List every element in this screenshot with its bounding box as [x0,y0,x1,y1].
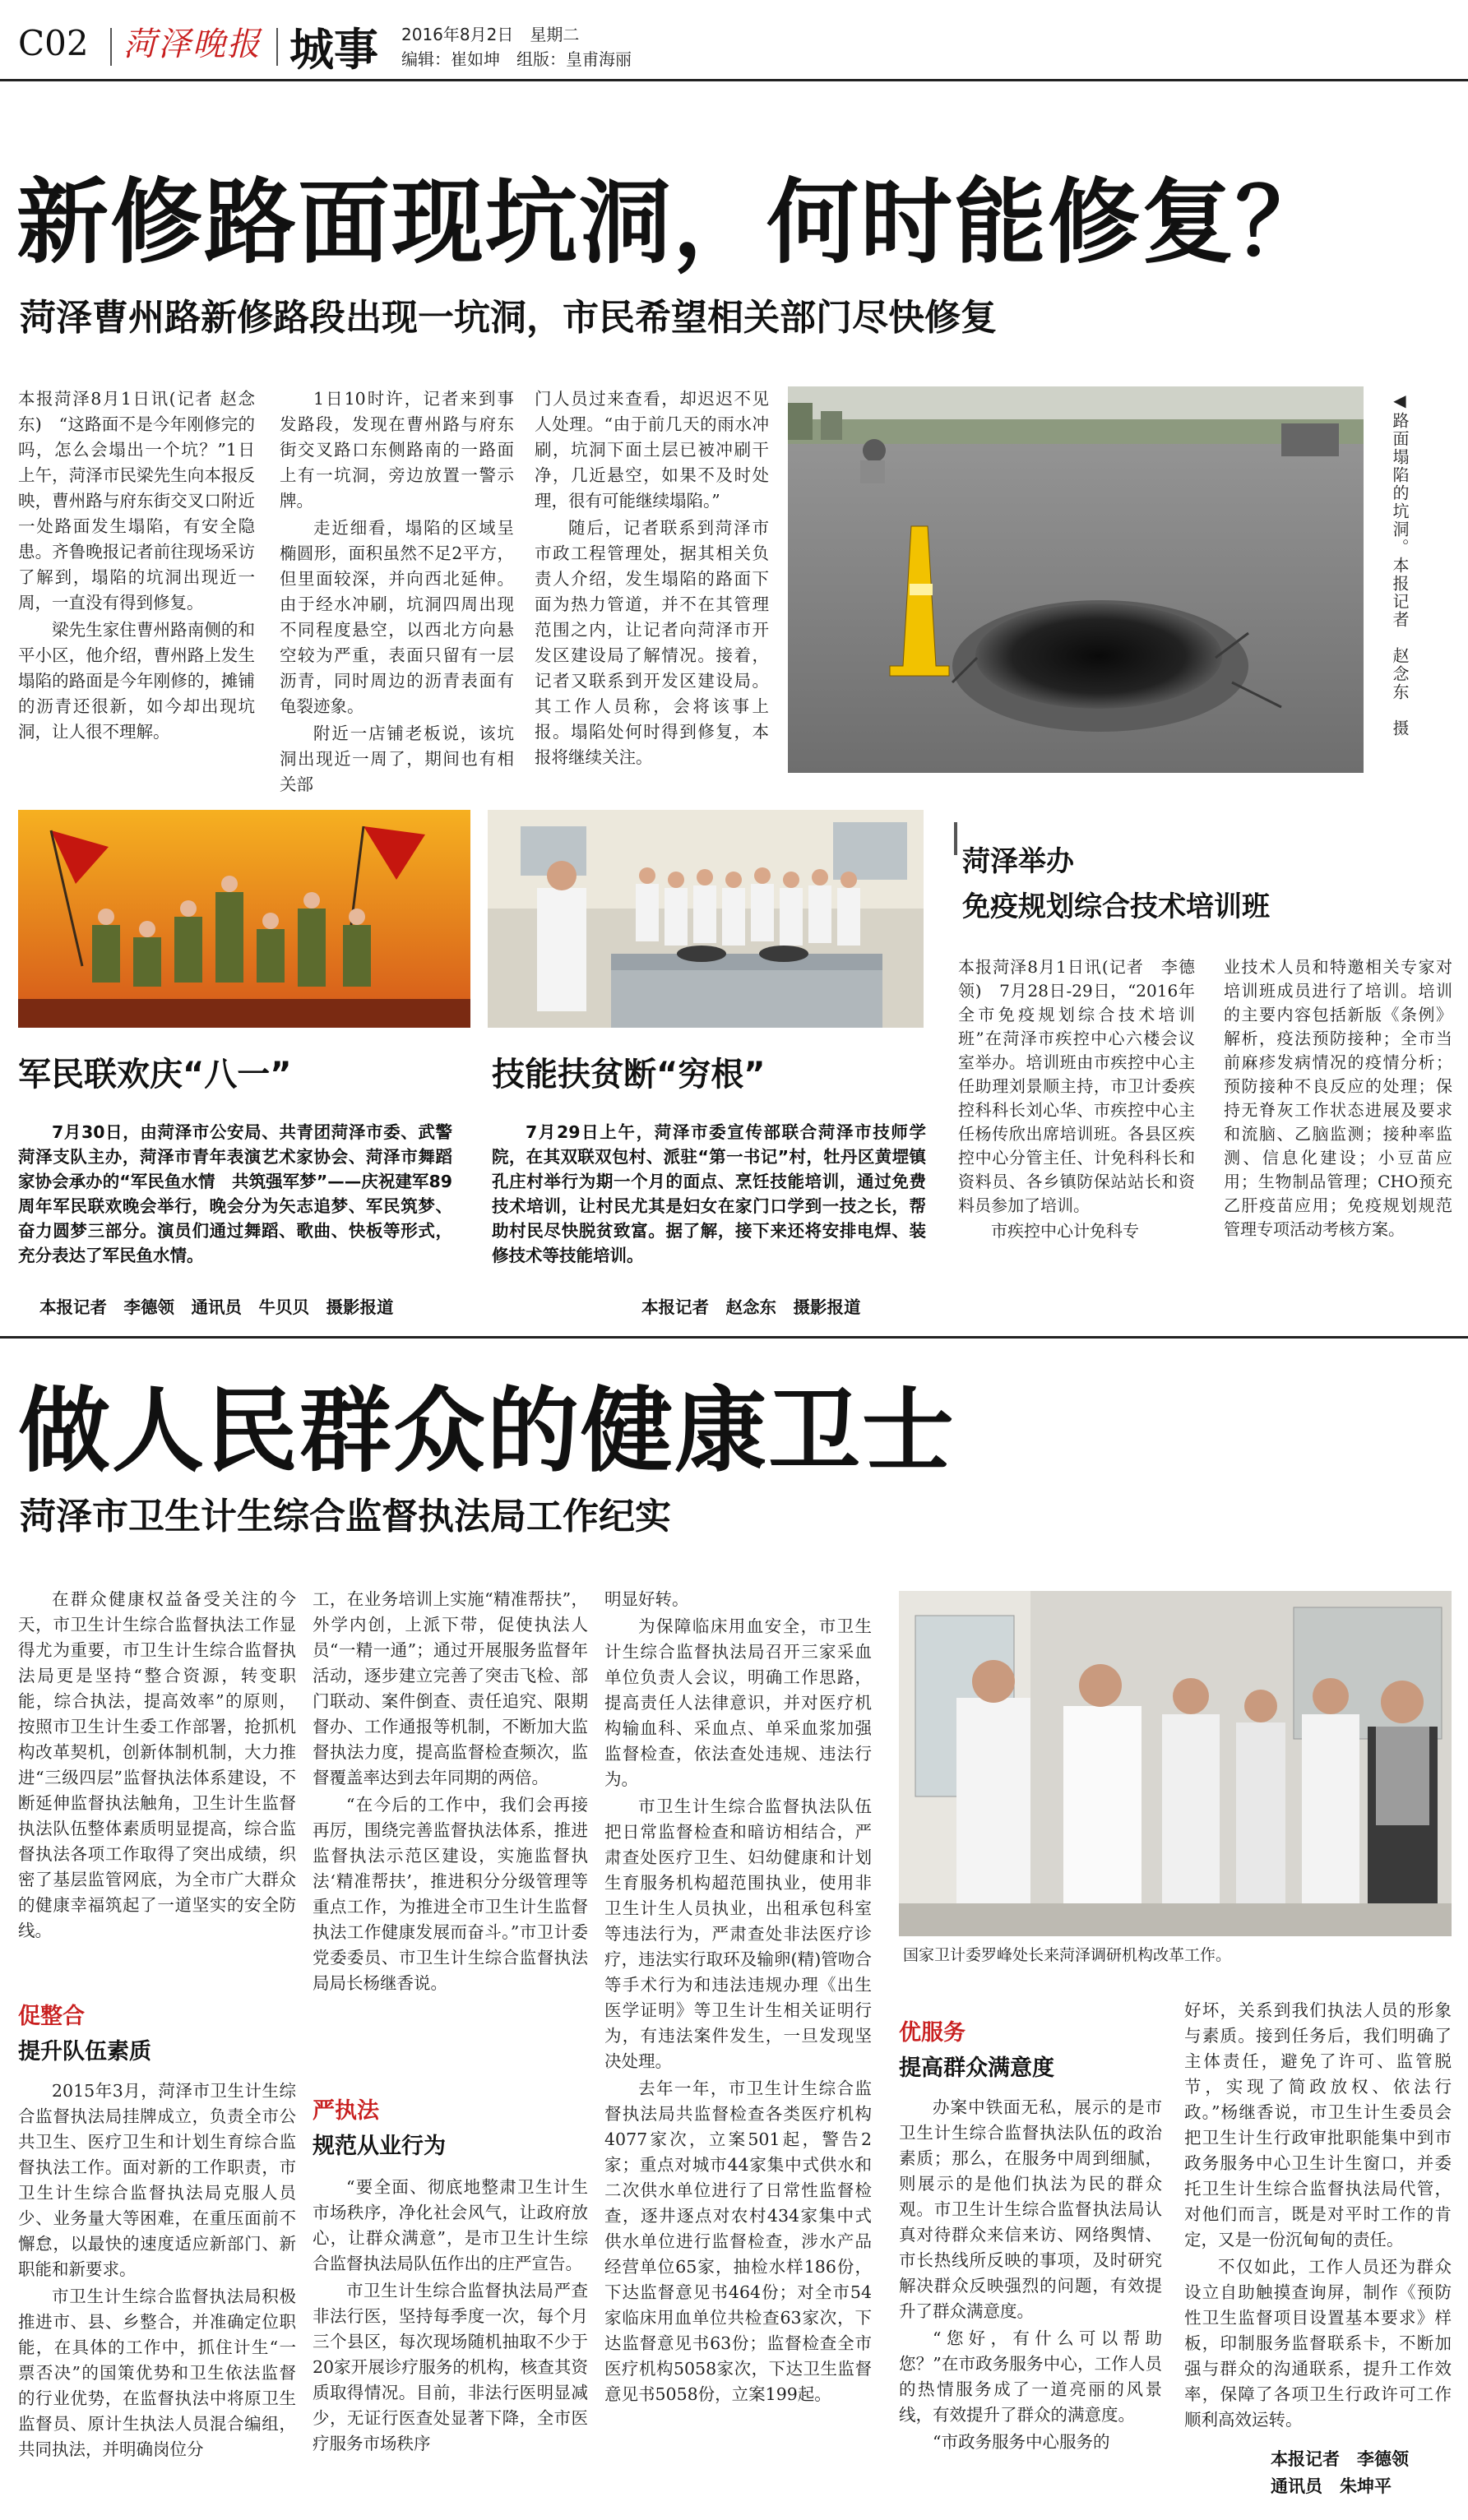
story5-para: “要全面、彻底地整肃卫生计生市场秩序，净化社会风气，让政府放心，让群众满意”，是市卫生计生综合监督执法局队伍作出的庄严宣告。 [313,2177,588,2273]
story5-para: 市卫生计生综合监督执法队伍把日常监督检查和暗访相结合，严肃查处医疗卫生、妇幼健康和计划生育服务机构超范围执业，使用非卫生计生人员执业，出租承包科室等违法行为，严肃查处非法医疗诊疗，违法实行取环及输卵(精)管吻合等手术行为和违法违规办理《出生医学证明》等卫生计生相关证明行为，有违法案件发生，一旦发现坚决处理。 [604,1796,872,2071]
story1-col2 [280,386,514,799]
story2-credit: 本报记者 李德领 通讯员 牛贝贝 摄影报道 [39,1297,394,1317]
story5-para: 在群众健康权益备受关注的今天，市卫生计生综合监督执法工作显得尤为重要，市卫生计生综合监督执法局更是坚持“整合资源，转变职能，综合执法，提高效率”的原则，按照市卫生计生委工作部署，抢抓机构改革契机，创新体制机制，大力推进“三级四层”监督执法体系建设，不断延伸监督执法触角，卫生计生监督执法队伍整体素质明显提高，综合监督执法各项工作取得了突出成绩，织密了基层监管网底，为全市广大群众的健康幸福筑起了一道坚实的安全防线。 [18,1589,296,1940]
story1-para: 本报菏泽8月1日讯(记者 赵念东) “这路面不是今年刚修完的吗，怎么会塌出一个坑？”1日上午，菏泽市民梁先生向本报反映，曹州路与府东街交叉口附近一处路面发生塌陷，有安全隐患。齐鲁晚报记者前往现场采访了解到，塌陷的坑洞出现近一周，一直没有得到修复。 [18,389,255,613]
pothole-photo [788,386,1364,773]
newspaper-name: 菏泽晚报 [123,25,262,63]
story5-para: 市卫生计生综合监督执法局积极推进市、县、乡整合，并准确定位职能，在具体的工作中，抓住计生“一票否决”的国策优势和卫生依法监督的行业优势，在监督执法中将原卫生监督员、原计生执法人员混合编组，共同执法，并明确岗位分 [18,2286,296,2459]
story4-title2: 免疫规划综合技术培训班 [962,890,1270,923]
story5-para: 2015年3月，菏泽市卫生计生综合监督执法局挂牌成立，负责全市公共卫生、医疗卫生和计划生育综合监督执法工作。面对新的工作职责，市卫生计生综合监督执法局克服人员少、业务量大等困难，在重压面前不懈怠，以最快的速度适应新部门、新职能和新要求。 [18,2081,296,2279]
story5-para: 办案中铁面无私，展示的是市卫生计生综合监督执法队伍的政治素质；那么，在服务中周到细腻，则展示的是他们执法为民的群众观。市卫生计生综合监督执法局认真对待群众来信来访、网络舆情、市长热线所反映的事项，及时研究解决群众反映强烈的问题，有效提升了群众满意度。 [899,2097,1162,2321]
story4-col2 [1224,955,1452,1243]
date-line: 2016年8月2日 星期二 [401,25,580,44]
story1-para: 1日10时许，记者来到事发路段，发现在曹州路与府东街交叉路口东侧路南的一路面上有一坑洞，旁边放置一警示牌。 [280,389,514,511]
story5-col4 [899,2095,1162,2457]
story1-para: 附近一店铺老板说，该坑洞出现近一周了，期间也有相关部 [280,724,514,794]
story1-col3 [535,386,769,772]
story5-para: 工，在业务培训上实施“精准帮扶”，外学内创，上派下带，促使执法人员“一精一通”；通过开展服务监督年活动，逐步建立完善了突击飞检、部门联动、案件倒查、责任追究、限期督办、工作通报等机制，不断加大监督执法力度，提高监督检查频次，监督覆盖率达到去年同期的两倍。 [313,1589,588,1787]
story5-credit2: 通讯员 朱坤平 [1271,2476,1392,2496]
story5-credit: 本报记者 李德领 [1271,2449,1409,2469]
sub2-black: 规范从业行为 [313,2134,446,2159]
story5-sub1 [18,1998,151,2065]
story5-sub3 [899,2014,1054,2082]
story4-para: 市疾控中心计免科专 [991,1221,1139,1241]
divider [276,28,278,66]
story5-para: 去年一年，市卫生计生综合监督执法局共监督检查各类医疗机构4077家次，立案501起，警告2家；重点对城市44家集中式供水和二次供水单位进行了日常性监督检查，逐井逐点对农村434家集中式供水单位进行监督检查，涉水产品经营单位65家，抽检水样186份，下达监督意见书464份；对全市54家临床用血单位共检查63家次，下达监督意见书63份；监督检查全市医疗机构5058家次，下达卫生监督意见书5058份，立案199起。 [604,2078,872,2404]
section-rule [0,1336,1468,1339]
story4-title1: 菏泽举办 [962,845,1074,878]
story4-para: 业技术人员和特邀相关专家对培训班成员进行了培训。培训的主要内容包括新版《条例》解析，疫法预防接种；全市当前麻疹发病情况的疫情分析；预防接种不良反应的处理；保持无脊灰工作状态进展及要求和流脑、乙脑监测；接种率监测、信息化建设；小豆苗应用；生物制品管理；CHO预充乙肝疫苗应用；免疫规划规范管理专项活动考核方案。 [1224,957,1452,1239]
story3-credit: 本报记者 赵念东 摄影报道 [641,1297,861,1317]
story5-subhead: 菏泽市卫生计生综合监督执法局工作纪实 [20,1496,671,1537]
story1-para: 门人员过来查看，却迟迟不见人处理。“由于前几天的雨水冲刷，坑洞下面土层已被冲刷干净，几近悬空，如果不及时处理，很有可能继续塌陷。” [535,389,769,511]
military-show-photo [18,810,470,1028]
officials-photo-caption: 国家卫计委罗峰处长来菏泽调研机构改革工作。 [903,1946,1232,1964]
story1-headline: 新修路面现坑洞，何时能修复？ [16,169,1329,276]
story5-para: 明显好转。 [604,1589,689,1609]
story4-col1 [958,955,1195,1245]
story1-col1 [18,386,255,747]
story5-para: “市政务服务中心服务的 [933,2432,1110,2452]
story1-para: 随后，记者联系到菏泽市市政工程管理处，据其相关负责人介绍，发生塌陷的路面下面为热力管道，并不在其管理范围之内，让记者向菏泽市开发区建设局了解情况。接着，记者又联系到开发区建设局。其工作人员称，会将该事上报。塌陷处何时得到修复，本报将继续关注。 [535,518,769,767]
story5-para: 市卫生计生综合监督执法局严查非法行医，坚持每季度一次，每个月三个县区，每次现场随机抽取不少于20家开展诊疗服务的机构，核查其资质取得情况。目前，非法行医明显减少，无证行医查处显著下降，全市医疗服务市场秩序 [313,2281,588,2453]
story5-col5 [1184,1998,1452,2434]
story5-col1b [18,2078,296,2464]
page-header [0,0,1468,82]
story3-body: 7月29日上午，菏泽市委宣传部联合菏泽市技师学院，在其双联双包村、派驻“第一书记”村，牡丹区黄堽镇孔庄村举行为期一个月的面点、烹饪技能培训，通过免费技术培训，让村民尤其是妇女在家门口学到一技之长，帮助村民尽快脱贫致富。据了解，接下来还将安排电焊、装修技术等技能培训。 [492,1122,926,1265]
story5-para: “您好，有什么可以帮助您？”在市政务服务中心，工作人员的热情服务成了一道亮丽的风景线，有效提升了群众的满意度。 [899,2328,1162,2425]
story5-sub2 [313,2092,446,2160]
divider [110,28,112,66]
story1-para: 梁先生家住曹州路南侧的和平小区，他介绍，曹州路上发生塌陷的路面是今年刚修的，摊铺的沥青还很新，如今却出现坑洞，让人很不理解。 [18,620,255,742]
divider [954,822,957,855]
story5-para: 为保障临床用血安全，市卫生计生综合监督执法局召开三家采血单位负责人会议，明确工作思路，提高责任人法律意识，并对医疗机构输血科、采血点、单采血浆加强监督检查，依法查处违规、违法行为。 [604,1616,872,1789]
story5-col3 [604,1587,872,2409]
story5-para: 好坏，关系到我们执法人员的形象与素质。接到任务后，我们明确了主体责任，避免了许可、监管脱节，实现了简政放权、依法行政。”杨继香说，市卫生计生委员会把卫生计生行政审批职能集中到市政务服务中心卫生计生窗口，并委托卫生计生综合监督执法局代管，对他们而言，既是对平时工作的肯定，又是一份沉甸甸的责任。 [1184,2000,1452,2250]
story5-headline: 做人民群众的健康卫士 [18,1378,956,1485]
header-rule [0,79,1468,81]
page-number: C02 [18,23,89,63]
sub2-red: 严执法 [313,2098,379,2124]
sub1-red: 促整合 [18,2004,85,2029]
officials-visit-photo [899,1591,1452,1936]
story5-para: “在今后的工作中，我们会再接再厉，围绕完善监督执法体系，推进监督执法示范区建设，实施监督执法‘精准帮扶’，推进积分分级管理等重点工作，为推进全市卫生计生监督执法工作健康发展而奋斗。”市卫计委党委委员、市卫生计生综合监督执法局局长杨继香说。 [313,1795,588,1993]
cooking-training-photo [488,810,924,1028]
sub1-black: 提升队伍素质 [18,2039,151,2065]
story5-col2b [313,2175,588,2458]
pothole-photo-caption: ◀路面塌陷的坑洞。本报记者 赵念东 摄 [1390,391,1410,738]
story2-body: 7月30日，由菏泽市公安局、共青团菏泽市委、武警菏泽支队主办，菏泽市青年表演艺术家协会、菏泽市舞蹈家协会承办的“军民鱼水情 共筑强军梦”——庆祝建军89周年军民联欢晚会举行，晚会分为矢志追梦、军民筑梦、奋力圆梦三部分。演员们通过舞蹈、歌曲、快板等形式，充分表达了军民鱼水情。 [18,1122,452,1265]
story3-title: 技能扶贫断“穷根” [492,1056,766,1094]
story1-para: 走近细看，塌陷的区域呈椭圆形，面积虽然不足2平方，但里面较深，并向西北延伸。由于经水冲刷，坑洞四周出现不同程度悬空，以西北方向悬空较为严重，表面只留有一层沥青，同时周边的沥青表面有龟裂迹象。 [280,518,514,716]
story5-col2 [313,1587,588,1998]
story2-title: 军民联欢庆“八一” [18,1056,292,1094]
section-name: 城事 [289,24,378,76]
story1-subhead: 菏泽曹州路新修路段出现一坑洞，市民希望相关部门尽快修复 [20,297,997,339]
story5-para: 不仅如此，工作人员还为群众设立自助触摸查询屏，制作《预防性卫生监督项目设置基本要求》样板，印制服务监督联系卡，不断加强与群众的沟通联系，提升工作效率，保障了各项卫生行政许可工作顺利高效运转。 [1184,2257,1452,2430]
editors-line: 编辑：崔如坤 组版：皇甫海丽 [401,49,632,69]
sub3-red: 优服务 [899,2020,966,2046]
story4-para: 本报菏泽8月1日讯(记者 李德领) 7月28日-29日，“2016年全市免疫规划综合技术培训班”在菏泽市疾控中心六楼会议室举办。培训班由市疾控中心主任助理刘景顺主持，市卫计委疾控科科长刘心华、市疾控中心主任杨传欣出席培训班。各县区疾控中心分管主任、计免科科长和资料员、各乡镇防保站站长和资料员参加了培训。 [958,957,1195,1215]
story5-col1 [18,1587,296,1945]
sub3-black: 提高群众满意度 [899,2055,1054,2081]
